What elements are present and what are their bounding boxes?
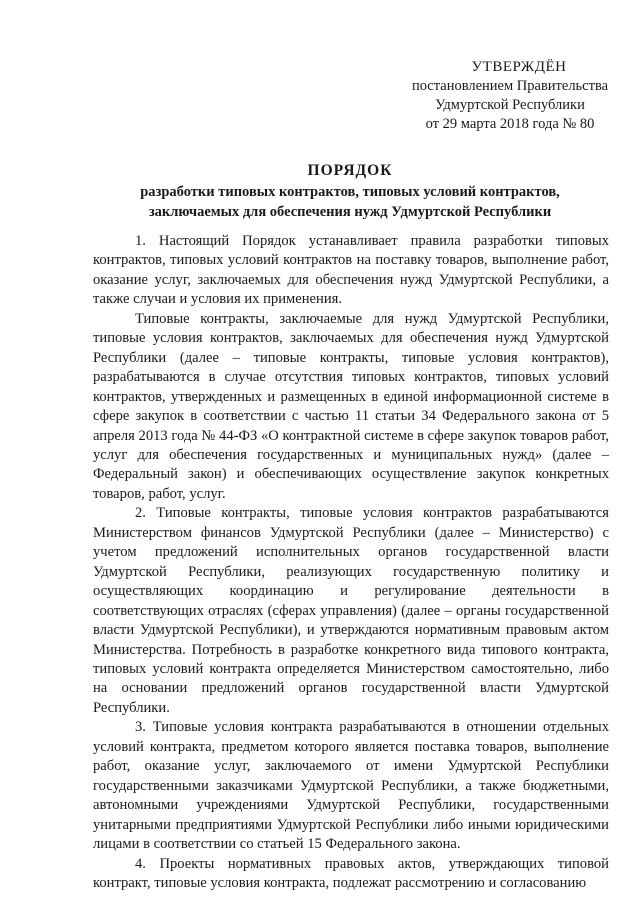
paragraph: 1. Настоящий Порядок устанавливает правила разработки типовых контрактов, типовых условий контрактов на поставку товаров, выполнение работ, оказание услуг, заключаемых для обеспечения нужд Удмуртской Республики, а также случаи и условия их применения. (93, 233, 609, 308)
approval-line: от 29 марта 2018 года № 80 (425, 116, 595, 132)
approval-stamp (395, 58, 625, 134)
paragraph: 4. Проекты нормативных правовых актов, утверждающих типовой контракт, типовые условия контракта, подлежат рассмотрению и согласованию (93, 855, 609, 891)
document-title: ПОРЯДОК (307, 162, 393, 179)
paragraph: 2. Типовые контракты, типовые условия контрактов разрабатываются Министерством финансов Удмуртской Республики (далее – Министерство) с учетом предложений исполнительных органов государственной власти Удмуртской Республики, реализующих государственную политику и осуществляющих координацию и регулирование деятельности в соответствующих отраслях (сферах управления) (далее – органы государственной власти Удмуртской Республики), и утверждаются нормативным правовым актом Министерства. Потребность в разработке конкретного вида типового контракта, типовых условий контракта определяется Министерством самостоятельно, либо на основании предложений органов государственной власти Удмуртской Республики. (93, 505, 609, 716)
paragraph: 3. Типовые условия контракта разрабатываются в отношении отдельных условий контракта, предметом которого является поставка товаров, выполнение работ, оказание услуг, заключаемого от имени Удмуртской Республики государственными заказчиками Удмуртской Республики, а также бюджетными, автономными учреждениями Удмуртской Республики, государственными унитарными предприятиями Удмуртской Республики либо иными юридическими лицами в соответствии со статьей 15 Федерального закона. (93, 719, 609, 853)
approval-line: постановлением Правительства (411, 78, 609, 94)
document-subtitle: заключаемых для обеспечения нужд Удмуртской Республики (148, 204, 552, 220)
document-body (93, 232, 609, 893)
approval-heading: УТВЕРЖДЁН (471, 59, 567, 75)
document-title-block (90, 160, 610, 222)
paragraph: Типовые контракты, заключаемые для нужд Удмуртской Республики, типовые условия контрактов, заключаемых для обеспечения нужд Удмуртской Республики (далее – типовые контракты, типовые условия контрактов), разрабатываются в случае отсутствия типовых контрактов, типовых условий контрактов, утвержденных и размещенных в единой информационной системе в сфере закупок в соответствии с частью 11 статьи 34 Федерального закона от 5 апреля 2013 года № 44-ФЗ «О контрактной системе в сфере закупок товаров работ, услуг для обеспечения государственных и муниципальных нужд» (далее – Федеральный закон) и обеспечивающих осуществление закупок конкретных товаров, работ, услуг. (93, 310, 609, 502)
approval-line: Удмуртской Республики (435, 97, 585, 113)
document-subtitle: разработки типовых контрактов, типовых условий контрактов, (140, 184, 560, 200)
